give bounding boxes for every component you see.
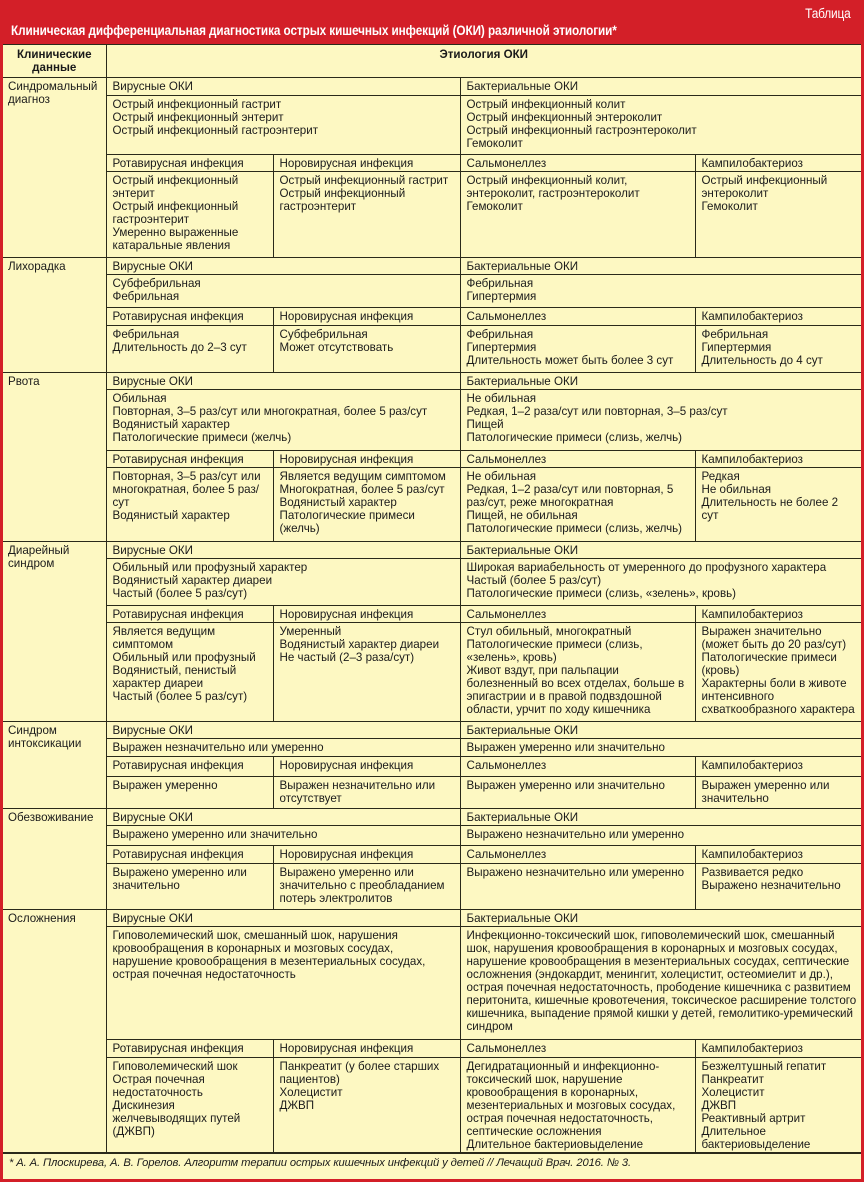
subgroup-label-campy: Кампилобактериоз <box>695 155 861 172</box>
subgroup-header-row <box>3 757 861 777</box>
row-label: Рвота <box>3 373 106 542</box>
cell-line: Острый инфекционный энтероколит <box>701 174 828 200</box>
subgroup-label-campy: Кампилобактериоз <box>695 308 861 326</box>
subgroup-label-rota: Ротавирусная инфекция <box>106 1040 273 1058</box>
subgroup-label-rota: Ротавирусная инфекция <box>106 155 273 172</box>
cell-line: Патологические примеси (желчь) <box>279 509 415 535</box>
cell-line: Водянистый характер диареи <box>279 638 440 651</box>
cell-line: Безжелтушный гепатит <box>701 1060 827 1073</box>
viral-cell <box>106 739 460 757</box>
group-header-row <box>3 809 861 826</box>
group-body-row <box>3 390 861 451</box>
subgroup-header-row <box>3 1040 861 1058</box>
cell-line: Умеренный <box>279 625 342 638</box>
cell-line: Длительное бактериовыделение <box>701 1125 811 1151</box>
title-band <box>3 0 861 44</box>
noro-cell <box>273 326 460 373</box>
subgroup-header-row <box>3 155 861 172</box>
subgroup-label-campy: Кампилобактериоз <box>695 1040 861 1058</box>
subgroup-body-row <box>3 1058 861 1153</box>
cell-line: Острый инфекционный гастроэнтерит <box>112 200 239 226</box>
cell-line: Гемоколит <box>466 137 523 150</box>
cell-line: Водянистый, пенистый характер диареи <box>112 664 237 690</box>
rota-cell <box>106 326 273 373</box>
cell-line: Редкая, 1–2 раза/сут или повторная, 5 раз/сут, реже многократная <box>466 483 674 509</box>
cell-line: Длительность до 2–3 сут <box>112 341 247 354</box>
noro-cell <box>273 172 460 258</box>
viral-cell <box>106 390 460 451</box>
subgroup-body-row <box>3 172 861 258</box>
subgroup-label-salm: Сальмонеллез <box>460 451 695 468</box>
viral-cell <box>106 826 460 846</box>
cell-line: Реактивный артрит <box>701 1112 806 1125</box>
group-body-row <box>3 275 861 308</box>
bacterial-cell <box>460 559 861 606</box>
group-label-bacterial: Бактериальные ОКИ <box>460 722 861 739</box>
group-body-row <box>3 739 861 757</box>
group-label-bacterial: Бактериальные ОКИ <box>460 258 861 275</box>
rota-cell <box>106 777 273 809</box>
subgroup-label-campy: Кампилобактериоз <box>695 846 861 864</box>
group-header-row <box>3 542 861 559</box>
cell-line: Острый инфекционный гастрит <box>279 174 449 187</box>
cell-line: Гипертермия <box>466 341 537 354</box>
cell-line: Фебрильная <box>466 328 534 341</box>
subgroup-label-noro: Норовирусная инфекция <box>273 606 460 623</box>
group-label-viral: Вирусные ОКИ <box>106 809 460 826</box>
cell-line: Многократная, более 5 раз/сут <box>279 483 445 496</box>
campy-cell <box>695 326 861 373</box>
cell-line: Инфекционно-токсический шок, гиповолемический шок, смешанный шок, нарушения кровообращения в коронарных и мозговых сосудах, нарушение кровообращения в мезентериальных сосудах, септические осложнения (эндокардит, менингит, холецистит, остеомиелит и др.), острая почечная недостаточность, прободение кишечника с развитием перитонита, кишечные кровотечения, токсическое расширение толстого кишечника, выпадение прямой кишки у детей, гемолитико-уремический синдром <box>466 929 857 1033</box>
campy-cell <box>695 623 861 722</box>
bacterial-cell <box>460 96 861 155</box>
cell-line: Острый инфекционный гастроэнтерит <box>279 187 406 213</box>
group-header-row <box>3 373 861 390</box>
subgroup-label-noro: Норовирусная инфекция <box>273 1040 460 1058</box>
group-label-viral: Вирусные ОКИ <box>106 542 460 559</box>
subgroup-label-salm: Сальмонеллез <box>460 757 695 777</box>
cell-line: Выражено незначительно <box>701 879 841 892</box>
group-label-viral: Вирусные ОКИ <box>106 373 460 390</box>
cell-line: Острая почечная недостаточность <box>112 1073 205 1099</box>
subgroup-label-rota: Ротавирусная инфекция <box>106 308 273 326</box>
group-label-viral: Вирусные ОКИ <box>106 722 460 739</box>
group-label-bacterial: Бактериальные ОКИ <box>460 373 861 390</box>
noro-cell <box>273 468 460 542</box>
group-header-row <box>3 78 861 96</box>
cell-line: Гиповолемический шок <box>112 1060 238 1073</box>
group-label-bacterial: Бактериальные ОКИ <box>460 78 861 96</box>
subgroup-label-campy: Кампилобактериоз <box>695 451 861 468</box>
rota-cell <box>106 468 273 542</box>
cell-line: Развивается редко <box>701 866 804 879</box>
cell-line: Характерны боли в животе интенсивного схваткообразного характера <box>701 677 855 716</box>
campy-cell <box>695 777 861 809</box>
cell-line: Редкая <box>701 470 740 483</box>
cell-line: Водянистый характер <box>112 509 230 522</box>
cell-line: Не обильная <box>466 470 537 483</box>
cell-line: Выражен значительно (может быть до 20 раз/сут) <box>701 625 847 651</box>
header-etiology: Этиология ОКИ <box>106 45 861 78</box>
subgroup-label-salm: Сальмонеллез <box>460 155 695 172</box>
viral-cell <box>106 927 460 1040</box>
cell-line: Частый (более 5 раз/сут) <box>112 690 248 703</box>
group-header-row <box>3 258 861 275</box>
cell-line: Является ведущим симптомом <box>112 625 216 651</box>
rota-cell <box>106 172 273 258</box>
subgroup-label-noro: Норовирусная инфекция <box>273 757 460 777</box>
subgroup-label-salm: Сальмонеллез <box>460 846 695 864</box>
cell-line: Патологические примеси (кровь) <box>701 651 837 677</box>
group-label-viral: Вирусные ОКИ <box>106 258 460 275</box>
cell-line: Длительное бактериовыделение <box>466 1138 644 1151</box>
cell-line: Острый инфекционный энтерит <box>112 111 284 124</box>
group-label-bacterial: Бактериальные ОКИ <box>460 910 861 927</box>
cell-line: Патологические примеси (слизь, «зелень», кровь) <box>466 638 643 664</box>
campy-cell <box>695 864 861 910</box>
subgroup-header-row <box>3 308 861 326</box>
cell-line: Острый инфекционный колит <box>466 98 626 111</box>
cell-line: Живот вздут, при пальпации болезненный во всех отделах, больше в эпигастрии и в правой подвздошной области, урчит по ходу кишечника <box>466 664 685 716</box>
row-label: Диарейный синдром <box>3 542 106 722</box>
cell-line: Широкая вариабельность от умеренного до профузного характера <box>466 561 827 574</box>
viral-cell <box>106 96 460 155</box>
noro-cell <box>273 777 460 809</box>
cell-line: Холецистит <box>701 1086 765 1099</box>
cell-line: Пищей <box>466 418 504 431</box>
salm-cell <box>460 468 695 542</box>
subgroup-label-rota: Ротавирусная инфекция <box>106 757 273 777</box>
group-label-bacterial: Бактериальные ОКИ <box>460 809 861 826</box>
cell-line: Гипертермия <box>466 290 537 303</box>
cell-line: Острый инфекционный гастрит <box>112 98 282 111</box>
cell-line: Длительность может быть более 3 сут <box>466 354 674 367</box>
rota-cell <box>106 1058 273 1153</box>
cell-line: Выражено незначительно или умеренно <box>466 866 685 879</box>
subgroup-body-row <box>3 326 861 373</box>
row-label: Осложнения <box>3 910 106 1153</box>
row-label: Обезвоживание <box>3 809 106 910</box>
cell-line: Не частый (2–3 раза/сут) <box>279 651 415 664</box>
diagnostics-table <box>3 44 861 1153</box>
cell-line: Стул обильный, многократный <box>466 625 632 638</box>
cell-line: Водянистый характер <box>112 418 230 431</box>
subgroup-label-campy: Кампилобактериоз <box>695 757 861 777</box>
subgroup-label-noro: Норовирусная инфекция <box>273 846 460 864</box>
rota-cell <box>106 864 273 910</box>
cell-line: ДЖВП <box>279 1099 315 1112</box>
group-header-row <box>3 722 861 739</box>
header-clinical-data: Клинические данные <box>3 45 106 78</box>
row-label: Лихорадка <box>3 258 106 373</box>
cell-line: Гемоколит <box>466 200 523 213</box>
row-label: Синдром интоксикации <box>3 722 106 809</box>
group-header-row <box>3 910 861 927</box>
campy-cell <box>695 172 861 258</box>
cell-line: Острый инфекционный энтероколит <box>466 111 663 124</box>
cell-line: Гиповолемический шок, смешанный шок, нарушения кровообращения в коронарных и мозговых сосудах, нарушение кровообращения в мезентериальных сосудах, острая почечная недостаточность <box>112 929 426 981</box>
cell-line: Повторная, 3–5 раз/сут или многократная, более 5 раз/сут <box>112 470 261 509</box>
cell-line: Длительность не более 2 сут <box>701 496 839 522</box>
campy-cell <box>695 468 861 542</box>
subgroup-header-row <box>3 846 861 864</box>
bacterial-cell <box>460 390 861 451</box>
group-body-row <box>3 559 861 606</box>
noro-cell <box>273 1058 460 1153</box>
cell-line: Острый инфекционный гастроэнтероколит <box>466 124 697 137</box>
cell-line: Частый (более 5 раз/сут) <box>466 574 602 587</box>
footnote: * А. А. Плоскирева, А. В. Горелов. Алгоритм терапии острых кишечных инфекций у детей // Лечащий Врач. 2016. № 3. <box>3 1153 861 1172</box>
salm-cell <box>460 172 695 258</box>
table-title: Клиническая дифференциальная диагностика острых кишечных инфекций (ОКИ) различной этиологии* <box>11 22 617 38</box>
cell-line: Выражен незначительно или умеренно <box>112 741 324 754</box>
cell-line: Выражен умеренно или значительно <box>701 779 830 805</box>
group-body-row <box>3 927 861 1040</box>
cell-line: Пищей, не обильная <box>466 509 578 522</box>
campy-cell <box>695 1058 861 1153</box>
cell-line: Острый инфекционный гастроэнтерит <box>112 124 319 137</box>
subgroup-label-noro: Норовирусная инфекция <box>273 155 460 172</box>
noro-cell <box>273 864 460 910</box>
cell-line: Выражено незначительно или умеренно <box>466 828 685 841</box>
cell-line: Обильный или профузный характер <box>112 561 308 574</box>
cell-line: Повторная, 3–5 раз/сут или многократная, более 5 раз/сут <box>112 405 428 418</box>
subgroup-label-noro: Норовирусная инфекция <box>273 308 460 326</box>
cell-line: Панкреатит (у более старших пациентов) <box>279 1060 440 1086</box>
salm-cell <box>460 864 695 910</box>
cell-line: Патологические примеси (слизь, желчь) <box>466 522 683 535</box>
group-label-viral: Вирусные ОКИ <box>106 78 460 96</box>
subgroup-label-rota: Ротавирусная инфекция <box>106 606 273 623</box>
subgroup-label-salm: Сальмонеллез <box>460 308 695 326</box>
cell-line: Фебрильная <box>466 277 534 290</box>
cell-line: Водянистый характер <box>279 496 397 509</box>
cell-line: Острый инфекционный колит, энтероколит, гастроэнтероколит <box>466 174 640 200</box>
cell-line: Панкреатит <box>701 1073 764 1086</box>
cell-line: Обильный или профузный <box>112 651 256 664</box>
viral-cell <box>106 275 460 308</box>
cell-line: Водянистый характер диареи <box>112 574 273 587</box>
group-body-row <box>3 826 861 846</box>
subgroup-label-salm: Сальмонеллез <box>460 606 695 623</box>
subgroup-header-row <box>3 451 861 468</box>
cell-line: Обильная <box>112 392 167 405</box>
cell-line: Выражен незначительно или отсутствует <box>279 779 436 805</box>
row-label: Синдромальный диагноз <box>3 78 106 258</box>
cell-line: Дискинезия желчевыводящих путей (ДЖВП) <box>112 1099 241 1138</box>
cell-line: Выражен умеренно или значительно <box>466 779 666 792</box>
noro-cell <box>273 623 460 722</box>
header-row <box>3 45 861 78</box>
viral-cell <box>106 559 460 606</box>
bacterial-cell <box>460 275 861 308</box>
cell-line: Частый (более 5 раз/сут) <box>112 587 248 600</box>
salm-cell <box>460 1058 695 1153</box>
cell-line: Умеренно выраженные катаральные явления <box>112 226 239 252</box>
cell-line: Патологические примеси (желчь) <box>112 431 292 444</box>
cell-line: Субфебрильная <box>279 328 368 341</box>
cell-line: Холецистит <box>279 1086 343 1099</box>
subgroup-label-salm: Сальмонеллез <box>460 1040 695 1058</box>
cell-line: Может отсутствовать <box>279 341 394 354</box>
cell-line: Патологические примеси (слизь, желчь) <box>466 431 683 444</box>
cell-line: Выражен умеренно <box>112 779 218 792</box>
bacterial-cell <box>460 927 861 1040</box>
cell-line: Дегидратационный и инфекционно-токсический шок, нарушение кровообращения в коронарных, мезентериальных и мозговых сосудах, острая почечная недостаточность, септические осложнения <box>466 1060 676 1138</box>
cell-line: Фебрильная <box>701 328 769 341</box>
subgroup-label-campy: Кампилобактериоз <box>695 606 861 623</box>
subgroup-label-noro: Норовирусная инфекция <box>273 451 460 468</box>
cell-line: Является ведущим симптомом <box>279 470 446 483</box>
cell-line: Редкая, 1–2 раза/сут или повторная, 3–5 раз/сут <box>466 405 728 418</box>
subgroup-body-row <box>3 777 861 809</box>
subgroup-label-rota: Ротавирусная инфекция <box>106 451 273 468</box>
cell-line: Выражено умеренно или значительно с преобладанием потерь электролитов <box>279 866 445 905</box>
cell-line: Острый инфекционный энтерит <box>112 174 239 200</box>
rota-cell <box>106 623 273 722</box>
cell-line: Гемоколит <box>701 200 758 213</box>
bacterial-cell <box>460 739 861 757</box>
cell-line: Субфебрильная <box>112 277 201 290</box>
subgroup-header-row <box>3 606 861 623</box>
cell-line: Выражен умеренно или значительно <box>466 741 666 754</box>
salm-cell <box>460 623 695 722</box>
cell-line: Гипертермия <box>701 341 772 354</box>
cell-line: Не обильная <box>701 483 772 496</box>
subgroup-body-row <box>3 623 861 722</box>
subgroup-body-row <box>3 864 861 910</box>
table-tag: Таблица <box>805 6 851 21</box>
cell-line: Длительность до 4 сут <box>701 354 823 367</box>
bacterial-cell <box>460 826 861 846</box>
cell-line: Выражено умеренно или значительно <box>112 866 247 892</box>
cell-line: Выражено умеренно или значительно <box>112 828 318 841</box>
cell-line: ДЖВП <box>701 1099 737 1112</box>
salm-cell <box>460 326 695 373</box>
subgroup-body-row <box>3 468 861 542</box>
cell-line: Патологические примеси (слизь, «зелень», кровь) <box>466 587 737 600</box>
group-body-row <box>3 96 861 155</box>
group-label-bacterial: Бактериальные ОКИ <box>460 542 861 559</box>
cell-line: Фебрильная <box>112 328 180 341</box>
group-label-viral: Вирусные ОКИ <box>106 910 460 927</box>
cell-line: Фебрильная <box>112 290 180 303</box>
salm-cell <box>460 777 695 809</box>
cell-line: Не обильная <box>466 392 537 405</box>
subgroup-label-rota: Ротавирусная инфекция <box>106 846 273 864</box>
